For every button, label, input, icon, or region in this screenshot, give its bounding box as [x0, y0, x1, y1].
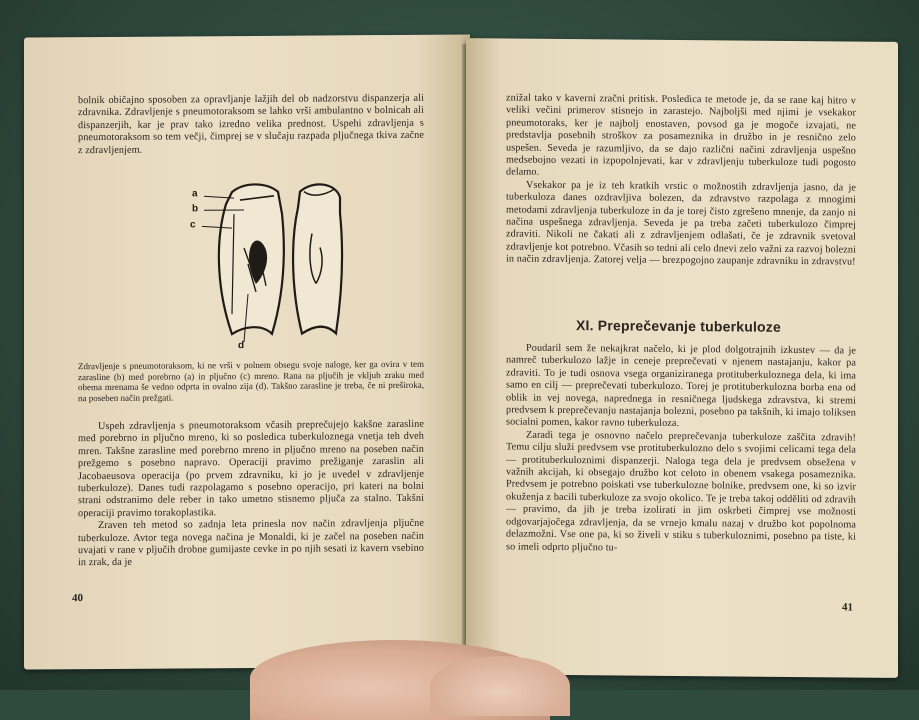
figure-label-c: c — [190, 219, 196, 230]
right-top-paragraphs — [506, 92, 856, 269]
page-number-right: 41 — [842, 601, 853, 613]
right-page — [466, 38, 898, 678]
figure-label-b: b — [192, 203, 198, 214]
open-book — [14, 36, 906, 684]
right-paragraph-3: Poudaril sem že nekajkrat načelo, ki je plod dolgotrajnih izkustev — da je namreč tuberkulozo lažje in ceneje preprečevati v njenem nastajanju, kakor pa zdraviti. To je tudi osnova vsega organiziranega protituberkuloznega dela, ki ima samo en cilj — preprečevati tuberkulozo. Torej je protituberkulozna borba ena od oblik in vej novega, naprednega in resničnega ljudskega zdravstva, ki stremi predvsem k preprečevanju nastajanja bolezni, posebno pa takšnih, ki imajo toliksen socialni pomen, kakor ravno tuberkuloza. — [506, 342, 856, 432]
figure-label-d: d — [238, 340, 244, 351]
left-paragraph-2: Uspeh zdravljenja s pneumotoraksom včasih preprečujejo kakšne zarasline med porebrno in pljučno mreno, ki so posledica tuberkuloznega vnetja teh dveh mren. Takšne zarasline med porebrno mreno in pljučno mreno na poseben način prežgemo s posebno napravo. Operaciji pravimo prežiganje zaraslin ali Jacobaeusova operacija (po prvem zdravniku, ki jo je uvedel v zdravljenje tuberkuloze). Danes tudi razpolagamo s posebno operacijo, pri kateri na bolni strani odstranimo dele reber in tako umetno stisnemo pljuča za stalno. Takšni operaciji pravimo torakoplastika. — [78, 419, 424, 521]
figure-caption: Zdravljenje s pneumotoraksom, ki ne vrši v polnem obsegu svoje naloge, ker ga ovira v tem zarasline (b) med porebrno (a) in pljučno (c) mreno. Rana na pljučih je vkljub zraku med obema mrenama še vedno odprta in ovalno zija (d). Takšno zarasline je treba, če ni preširoka, na poseben način prežgati. — [78, 359, 424, 404]
left-page — [24, 34, 470, 669]
left-top-paragraph — [78, 93, 424, 157]
lung-drawing-svg — [174, 173, 364, 354]
right-bottom-paragraphs — [506, 342, 856, 556]
left-paragraph-3: Zraven teh metod so zadnja leta prinesla nov način zdravljenja pljučne tuberkuloze. Avtor tega novega načina je Monaldi, ki je začel na poseben način uvajati v rane v pljučih drobne gumijaste cevke in po njih sesati iz kavern vsebino in zrak, da je — [78, 518, 424, 570]
lung-illustration — [174, 173, 364, 354]
left-top-text: bolnik običajno sposoben za opravljanje lažjih del ob nadzorstvu dispanzerja ali zdravnika. Zdravljenje s pneumotoraksom se lahko vrši ambulantno v bolnicah ali dispanzerjih, kar je prav tako izredno velika prednost. Uspehi zdravljenja s pneumotoraksom so tem večji, čimprej se v slučaju razpada pljučnega tkiva začne z zdravljenjem. — [78, 93, 424, 157]
right-paragraph-1: znižal tako v kaverni zračni pritisk. Posledica te metode je, da se rane kaj hitro v veliki večini primerov stisnejo in zarastejo. Najboljši med njimi je vsekakor pneumotoraks, ker je najbolj enostaven, povsod ga je mogoče izvajati, ne predstavlja posebnih stroškov za posameznika in družbo in je resnično zelo uspešen. Seveda je razumljivo, da se dajo različni načini zdravljenja uspešno medsebojno vezati in izpopolnjevati, kar v zdravljenju tuberkuloze tudi pogosto delamo. — [506, 92, 856, 182]
page-number-left: 40 — [72, 592, 83, 604]
figure-label-a: a — [192, 188, 198, 199]
hand-finger — [430, 656, 570, 716]
right-paragraph-4: Zaradi tega je osnovno načelo preprečevanja tuberkuloze zaščita zdravih! Temu cilju služi predvsem vse protituberkulozno delo s svojimi celicami tega dela — protituberkuloznimi dispanzerji. Naloga tega dela je predvsem obsežena v važnih akcijah, ki obsegajo družbo kot celoto in obenem vsakega posameznika. Predvsem je potrebno poiskati vse tuberkulozne bolnike, predvsem one, ki so izvir okuženja z bacili tuberkuloze za svojo okolico. Te je treba takoj odděliti od zdravih — pravimo, da jih je treba izolirati in jim oskrbeti čimprej vse možnosti odgovarjajočega zdravljenja, da se vrnejo kmalu nazaj v družbo kot popolnoma delazmožni. Vse one pa, ki so živeli v stiku s tuberkuloznimi, posebno pa tiste, ki so imeli odprto pljučno tu- — [506, 429, 856, 556]
right-paragraph-2: Vsekakor pa je iz teh kratkih vrstic o možnostih zdravljenja jasno, da je tuberkuloza danes ozdravljiva bolezen, da zdravstvo razpolaga z mnogimi metodami zdravljenja tuberkuloze in da je torej čisto zgrešeno mnenje, da zanjo ni načina uspešnega zdravljenja. Seveda je pa treba začeti tuberkulozo čimprej zdraviti. Nikoli ne čakati ali z zdravljenjem odlašati, če je zdravnik svetoval zdravljenje kot potrebno. Včasih so tedni ali celo dnevi zelo važni za razvoj bolezni in način zdravljenja. Zatorej velja — brezpogojno zaupanje zdravniku in zdravstvu! — [506, 179, 856, 269]
left-bottom-paragraphs — [78, 419, 424, 570]
chapter-heading: XI. Preprečevanje tuberkuloze — [576, 317, 781, 335]
